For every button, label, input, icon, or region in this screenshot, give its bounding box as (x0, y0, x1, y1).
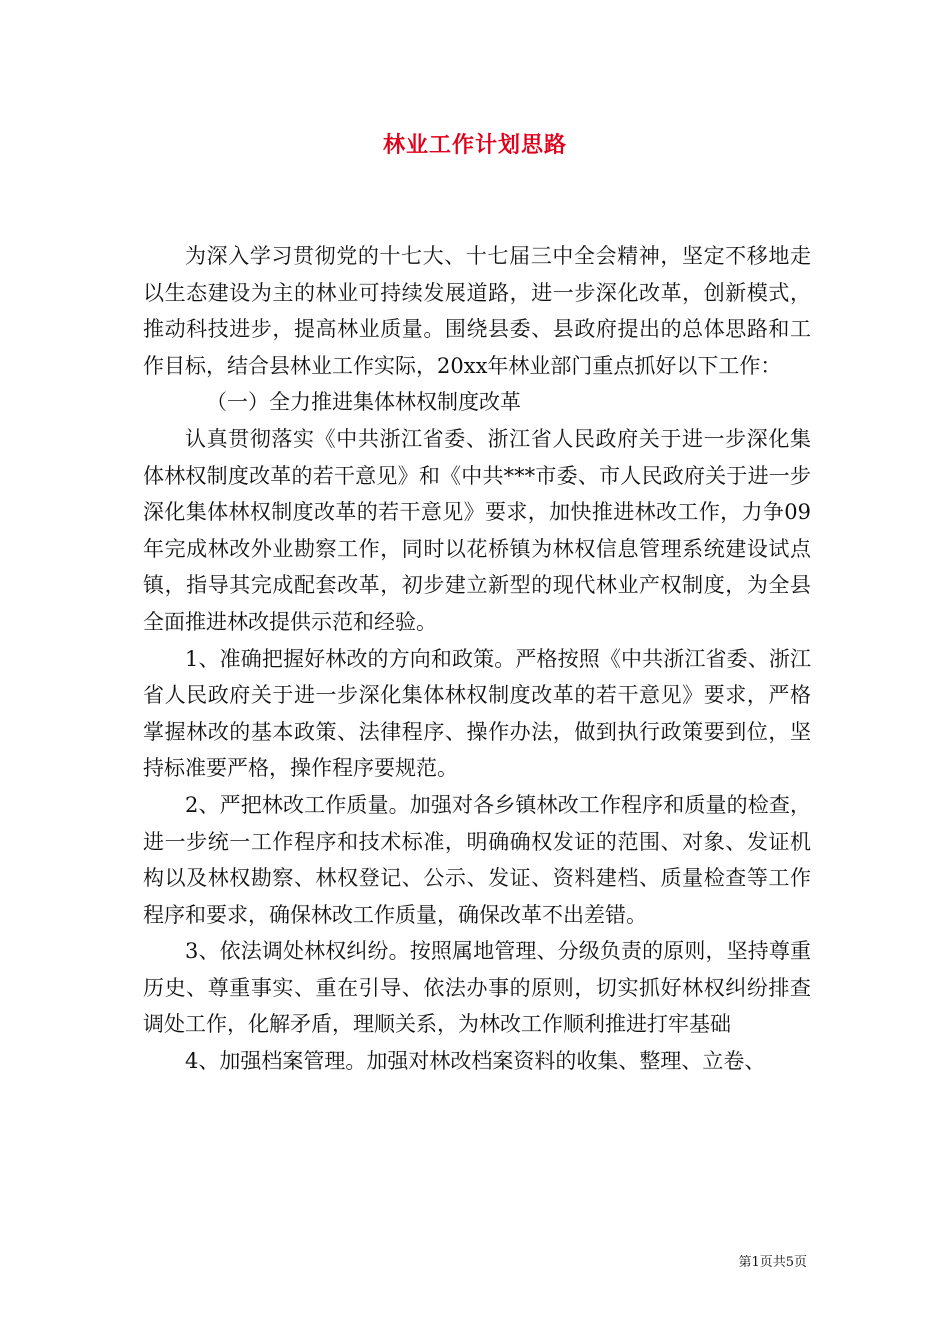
paragraph-item-4: 4、加强档案管理。加强对林改档案资料的收集、整理、立卷、 (185, 1049, 766, 1074)
paragraph-intro: 为深入学习贯彻党的十七大、十七届三中全会精神，坚定不移地走以生态建设为主的林业可持续发展道路，进一步深化改革，创新模式，推动科技进步，提高林业质量。围绕县委、县政府提出的总体思路和工作目标，结合县林业工作实际，20xx年林业部门重点抓好以下工作： (143, 244, 811, 378)
page-number: 第1页共5页 (738, 1255, 807, 1270)
paragraph-item-2: 2、严把林改工作质量。加强对各乡镇林改工作程序和质量的检查，进一步统一工作程序和技术标准，明确确权发证的范围、对象、发证机构以及林权勘察、林权登记、公示、发证、资料建档、质量检查等工作程序和要求，确保林改工作质量，确保改革不出差错。 (143, 792, 811, 927)
document-title: 林业工作计划思路 (382, 132, 567, 158)
paragraph-item-3: 3、依法调处林权纠纷。按照属地管理、分级负责的原则，坚持尊重历史、尊重事实、重在引导、依法办事的原则，切实抓好林权纠纷排查调处工作，化解矛盾，理顺关系，为林改工作顺利推进打牢基础 (143, 939, 811, 1037)
paragraph-section-intro: 认真贯彻落实《中共浙江省委、浙江省人民政府关于进一步深化集体林权制度改革的若干意见》和《中共***市委、市人民政府关于进一步深化集体林权制度改革的若干意见》要求，加快推进林改工作，力争09年完成林改外业勘察工作，同时以花桥镇为林权信息管理系统建设试点镇，指导其完成配套改革，初步建立新型的现代林业产权制度，为全县全面推进林改提供示范和经验。 (143, 426, 811, 634)
document-body (143, 238, 811, 1080)
section-heading: （一）全力推进集体林权制度改革 (206, 390, 521, 415)
paragraph-item-1: 1、准确把握好林改的方向和政策。严格按照《中共浙江省委、浙江省人民政府关于进一步深化集体林权制度改革的若干意见》要求，严格掌握林改的基本政策、法律程序、操作办法，做到执行政策要到位，坚持标准要严格，操作程序要规范。 (143, 646, 811, 781)
